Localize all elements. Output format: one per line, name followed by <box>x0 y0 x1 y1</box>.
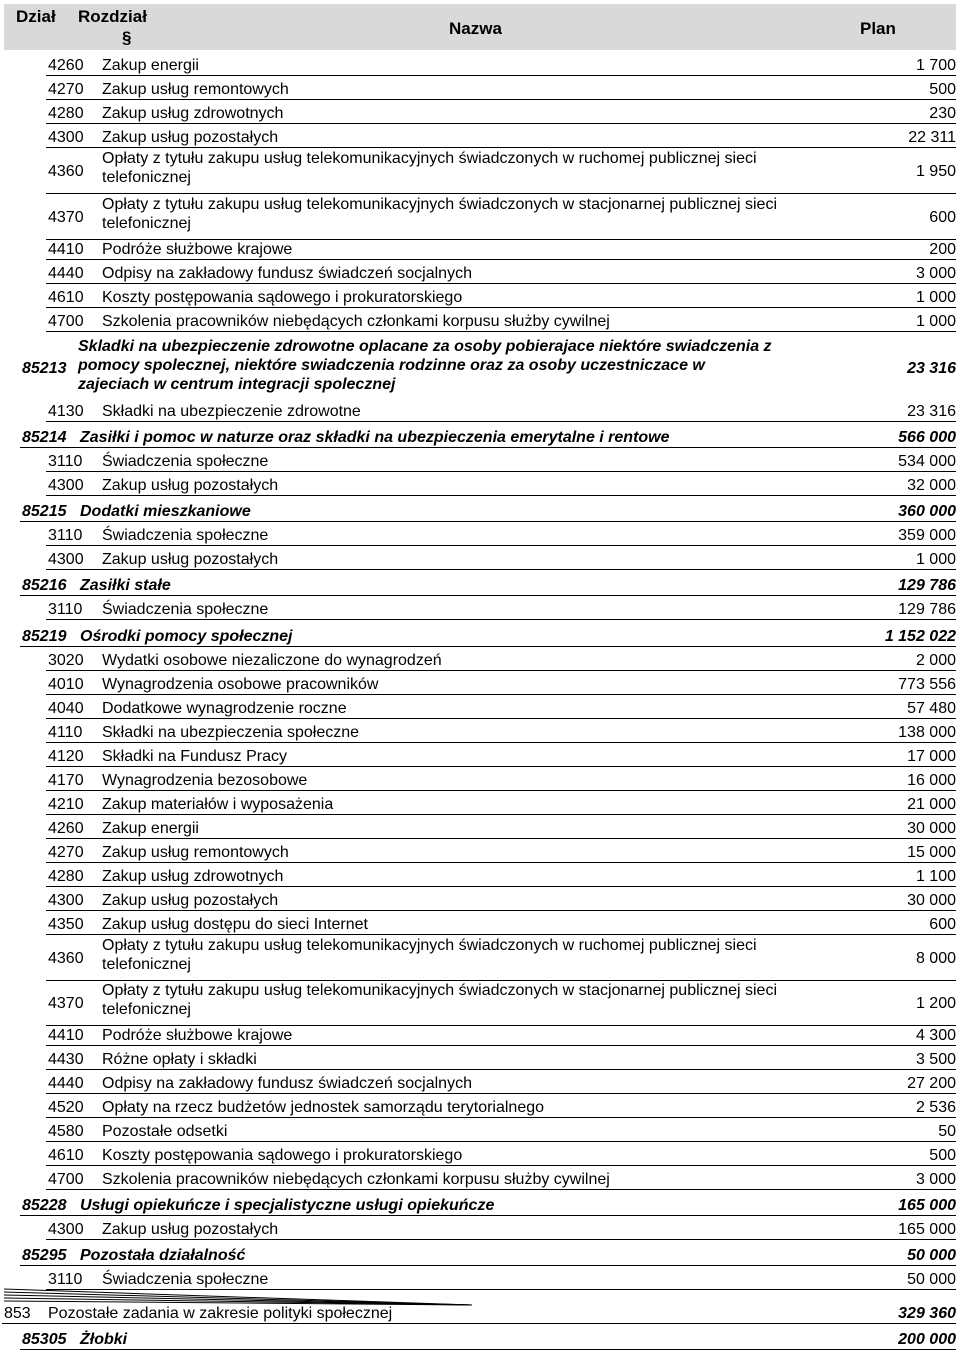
row-name: Odpisy na zakładowy fundusz świadczeń socjalnych <box>102 265 472 282</box>
table-row <box>46 842 956 863</box>
row-code: 4580 <box>48 1123 84 1140</box>
row-name: Podróże służbowe krajowe <box>102 1027 293 1044</box>
row-plan: 3 000 <box>915 265 956 282</box>
table-row <box>46 103 956 124</box>
table-row <box>46 1025 956 1046</box>
header-nazwa: Nazwa <box>449 19 502 38</box>
row-plan: 4 300 <box>915 1027 956 1044</box>
row-plan: 50 000 <box>907 1247 956 1264</box>
header-plan: Plan <box>860 19 896 38</box>
row-code: 4700 <box>48 313 84 330</box>
row-name: Zakup materiałów i wyposażenia <box>102 796 334 813</box>
row-code: 4280 <box>48 868 84 885</box>
row-code: 85213 <box>22 360 67 377</box>
row-plan: 500 <box>929 1147 956 1164</box>
row-code: 4360 <box>48 950 84 967</box>
row-name: Zakup usług dostępu do sieci Internet <box>102 916 368 933</box>
table-row <box>46 263 956 284</box>
row-name: Podróże służbowe krajowe <box>102 241 293 258</box>
row-name: Zakup usług pozostałych <box>102 477 279 494</box>
row-name: Składki na ubezpieczenie zdrowotne <box>102 403 361 420</box>
row-name: Różne opłaty i składki <box>102 1051 257 1068</box>
row-name: Świadczenia społeczne <box>102 601 269 618</box>
row-name: Zakup usług pozostałych <box>102 892 279 909</box>
rozdzial-row <box>20 575 956 596</box>
row-name: Opłaty z tytułu zakupu usług telekomunikacyjnych świadczonych w stacjonarnej publicznej sieci telefonicznej <box>102 982 777 1018</box>
row-plan: 32 000 <box>907 477 956 494</box>
row-name: Opłaty z tytułu zakupu usług telekomunikacyjnych świadczonych w stacjonarnej publicznej sieci telefonicznej <box>102 196 777 232</box>
row-name: Zasiłki stałe <box>80 577 171 594</box>
row-code: 4610 <box>48 1147 84 1164</box>
table-row <box>46 549 956 570</box>
row-name: Zakup usług remontowych <box>102 844 289 861</box>
row-code: 4300 <box>48 129 84 146</box>
row-plan: 360 000 <box>898 503 956 520</box>
table-row <box>46 1073 956 1094</box>
row-plan: 57 480 <box>907 700 956 717</box>
row-plan: 2 536 <box>915 1099 956 1116</box>
table-row <box>46 1169 956 1190</box>
row-code: 4110 <box>48 724 83 741</box>
table-row <box>46 475 956 496</box>
table-row <box>46 79 956 100</box>
rozdzial-row <box>20 427 956 448</box>
row-code: 4430 <box>48 1051 84 1068</box>
table-row <box>46 746 956 767</box>
row-name: Skladki na ubezpieczenie zdrowotne oplacane za osoby pobierajace niektóre swiadczenia z pomocy spolecznej, niektóre swiadczenia rodzinne oraz za osoby uczestniczace w zajeciach w centrum integracji spolecznej <box>78 338 772 393</box>
row-code: 853 <box>4 1305 31 1322</box>
row-name: Zakup usług zdrowotnych <box>102 105 284 122</box>
row-plan: 2 000 <box>915 652 956 669</box>
table-row <box>46 698 956 719</box>
row-code: 4260 <box>48 57 84 74</box>
row-plan: 200 <box>929 241 956 258</box>
row-plan: 200 000 <box>898 1331 956 1348</box>
rozdzial-row <box>20 501 956 522</box>
row-name: Pozostała działalność <box>80 1247 246 1264</box>
table-row <box>46 650 956 671</box>
rozdzial-row <box>20 1245 956 1266</box>
row-plan: 230 <box>929 105 956 122</box>
row-plan: 600 <box>929 209 956 226</box>
row-plan: 1 000 <box>915 289 956 306</box>
row-code: 4170 <box>48 772 84 789</box>
row-plan: 1 152 022 <box>884 628 956 645</box>
section-divider-lines <box>4 1288 956 1306</box>
table-row <box>46 287 956 308</box>
row-plan: 1 000 <box>915 313 956 330</box>
row-code: 4300 <box>48 477 84 494</box>
table-row <box>46 525 956 546</box>
rozdzial-row <box>20 626 956 647</box>
table-row <box>46 722 956 743</box>
row-name: Zasiłki i pomoc w naturze oraz składki na ubezpieczenia emerytalne i rentowe <box>80 429 670 446</box>
row-name: Zakup energii <box>102 57 199 74</box>
row-plan: 1 100 <box>915 868 956 885</box>
row-code: 85295 <box>22 1247 67 1264</box>
row-code: 4260 <box>48 820 84 837</box>
row-name: Zakup usług remontowych <box>102 81 289 98</box>
table-row <box>46 127 956 148</box>
row-code: 4360 <box>48 163 84 180</box>
row-code: 4610 <box>48 289 84 306</box>
row-name: Świadczenia społeczne <box>102 1271 269 1288</box>
table-row <box>46 311 956 332</box>
table-row <box>46 674 956 695</box>
table-row <box>46 981 956 1026</box>
rozdzial-row <box>20 1195 956 1216</box>
table-row <box>46 599 956 620</box>
row-plan: 21 000 <box>907 796 956 813</box>
row-plan: 3 500 <box>915 1051 956 1068</box>
table-row <box>46 866 956 887</box>
row-plan: 1 000 <box>915 551 956 568</box>
row-name: Usługi opiekuńcze i specjalistyczne usługi opiekuńcze <box>80 1197 495 1214</box>
row-plan: 1 200 <box>915 995 956 1012</box>
row-code: 4370 <box>48 995 84 1012</box>
table-row <box>46 794 956 815</box>
row-code: 4410 <box>48 1027 84 1044</box>
row-code: 4300 <box>48 892 84 909</box>
row-name: Ośrodki pomocy społecznej <box>80 628 293 645</box>
row-name: Żłobki <box>80 1331 128 1348</box>
row-name: Zakup usług pozostałych <box>102 1221 279 1238</box>
table-row <box>46 55 956 76</box>
row-name: Szkolenia pracowników niebędących członkami korpusu służby cywilnej <box>102 313 610 330</box>
table-row <box>46 1145 956 1166</box>
table-row <box>46 818 956 839</box>
row-name: Składki na ubezpieczenia społeczne <box>102 724 360 741</box>
row-name: Szkolenia pracowników niebędących członkami korpusu służby cywilnej <box>102 1171 610 1188</box>
row-name: Pozostałe odsetki <box>102 1123 228 1140</box>
row-plan: 22 311 <box>908 129 956 146</box>
row-plan: 600 <box>929 916 956 933</box>
row-code: 4010 <box>48 676 84 693</box>
row-name: Wydatki osobowe niezaliczone do wynagrodzeń <box>102 652 442 669</box>
row-code: 3110 <box>48 453 83 470</box>
table-row <box>46 936 956 981</box>
row-code: 85219 <box>22 628 67 645</box>
row-plan: 773 556 <box>898 676 956 693</box>
row-plan: 129 786 <box>898 577 956 594</box>
row-code: 4270 <box>48 81 84 98</box>
row-name: Zakup usług pozostałych <box>102 129 279 146</box>
row-code: 4370 <box>48 209 84 226</box>
table-row <box>46 451 956 472</box>
row-code: 3020 <box>48 652 84 669</box>
row-code: 4440 <box>48 265 84 282</box>
row-plan: 23 316 <box>907 360 956 377</box>
table-row <box>46 770 956 791</box>
dzial-row <box>2 1303 956 1324</box>
row-name: Zakup usług zdrowotnych <box>102 868 284 885</box>
row-plan: 165 000 <box>898 1221 956 1238</box>
row-code: 4130 <box>48 403 84 420</box>
row-name: Koszty postępowania sądowego i prokuratorskiego <box>102 289 463 306</box>
row-code: 4300 <box>48 1221 84 1238</box>
row-plan: 329 360 <box>898 1305 956 1322</box>
row-plan: 8 000 <box>915 950 956 967</box>
row-name: Zakup energii <box>102 820 199 837</box>
header-paragraf: § <box>122 28 132 47</box>
row-code: 85216 <box>22 577 67 594</box>
row-code: 4300 <box>48 551 84 568</box>
row-code: 4270 <box>48 844 84 861</box>
row-plan: 1 950 <box>915 163 956 180</box>
row-plan: 23 316 <box>907 403 956 420</box>
row-code: 4210 <box>48 796 84 813</box>
row-code: 4520 <box>48 1099 84 1116</box>
row-plan: 3 000 <box>915 1171 956 1188</box>
row-name: Odpisy na zakładowy fundusz świadczeń socjalnych <box>102 1075 472 1092</box>
row-name: Składki na Fundusz Pracy <box>102 748 287 765</box>
row-name: Pozostałe zadania w zakresie polityki społecznej <box>48 1305 393 1322</box>
row-code: 3110 <box>48 601 83 618</box>
table-row <box>46 914 956 935</box>
table-row <box>46 401 956 422</box>
row-plan: 50 000 <box>907 1271 956 1288</box>
row-name: Zakup usług pozostałych <box>102 551 279 568</box>
row-plan: 30 000 <box>907 820 956 837</box>
row-plan: 16 000 <box>907 772 956 789</box>
row-code: 85214 <box>22 429 67 446</box>
table-row <box>46 149 956 194</box>
row-code: 4280 <box>48 105 84 122</box>
row-plan: 27 200 <box>907 1075 956 1092</box>
row-code: 85215 <box>22 503 67 520</box>
table-row <box>46 239 956 260</box>
row-plan: 566 000 <box>898 429 956 446</box>
row-name: Świadczenia społeczne <box>102 527 269 544</box>
row-code: 4120 <box>48 748 84 765</box>
table-row <box>46 1219 956 1240</box>
row-code: 3110 <box>48 1271 83 1288</box>
row-name: Koszty postępowania sądowego i prokuratorskiego <box>102 1147 463 1164</box>
row-plan: 30 000 <box>907 892 956 909</box>
row-name: Świadczenia społeczne <box>102 453 269 470</box>
table-row <box>46 1049 956 1070</box>
row-code: 85228 <box>22 1197 67 1214</box>
row-code: 4700 <box>48 1171 84 1188</box>
table-row <box>46 1269 956 1290</box>
row-plan: 129 786 <box>898 601 956 618</box>
header-dzial: Dział <box>16 7 56 26</box>
row-plan: 165 000 <box>898 1197 956 1214</box>
row-code: 4040 <box>48 700 84 717</box>
row-code: 4440 <box>48 1075 84 1092</box>
header-rozdzial: Rozdział <box>78 7 147 26</box>
row-name: Opłaty z tytułu zakupu usług telekomunikacyjnych świadczonych w ruchomej publicznej sieci telefonicznej <box>102 150 757 186</box>
row-name: Dodatki mieszkaniowe <box>80 503 251 520</box>
rozdzial-row <box>20 1329 956 1350</box>
row-plan: 15 000 <box>907 844 956 861</box>
row-plan: 138 000 <box>898 724 956 741</box>
row-plan: 50 <box>938 1123 956 1140</box>
row-code: 4350 <box>48 916 84 933</box>
table-row <box>46 1121 956 1142</box>
row-plan: 534 000 <box>898 453 956 470</box>
row-plan: 500 <box>929 81 956 98</box>
table-row <box>46 890 956 911</box>
row-code: 85305 <box>22 1331 67 1348</box>
row-plan: 359 000 <box>898 527 956 544</box>
table-row <box>46 1097 956 1118</box>
row-name: Opłaty na rzecz budżetów jednostek samorządu terytorialnego <box>102 1099 545 1116</box>
row-name: Dodatkowe wynagrodzenie roczne <box>102 700 347 717</box>
table-row <box>46 195 956 240</box>
row-plan: 1 700 <box>915 57 956 74</box>
row-code: 3110 <box>48 527 83 544</box>
row-code: 4410 <box>48 241 84 258</box>
rozdzial-row <box>20 337 956 399</box>
row-plan: 17 000 <box>907 748 956 765</box>
row-name: Wynagrodzenia osobowe pracowników <box>102 676 379 693</box>
row-name: Opłaty z tytułu zakupu usług telekomunikacyjnych świadczonych w ruchomej publicznej sieci telefonicznej <box>102 937 757 973</box>
row-name: Wynagrodzenia bezosobowe <box>102 772 308 789</box>
